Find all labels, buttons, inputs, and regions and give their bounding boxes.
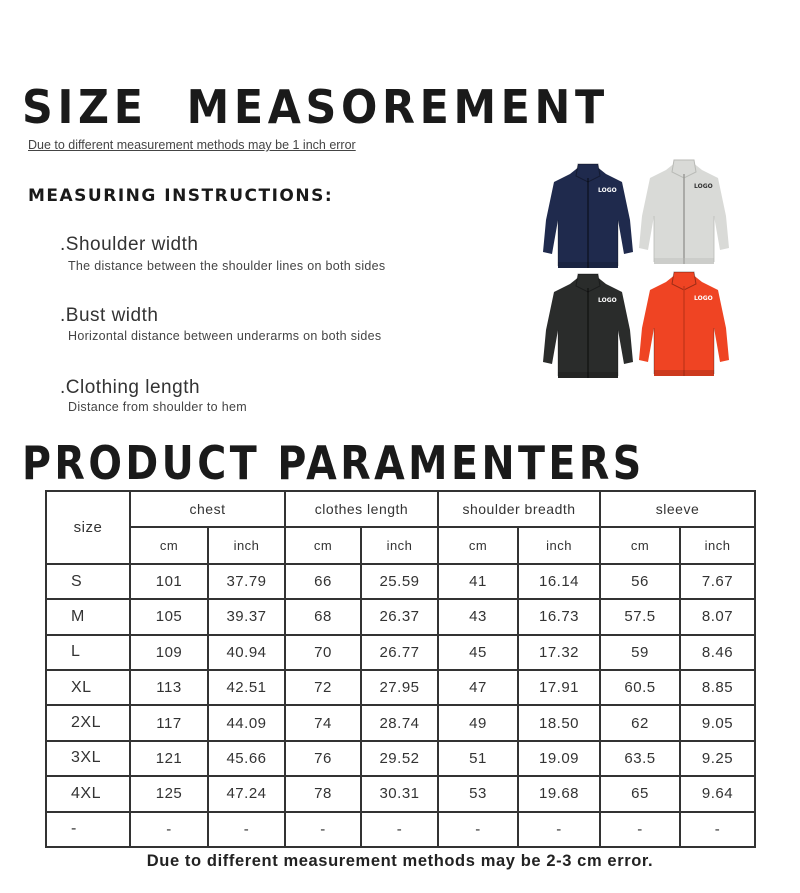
shoulder-breadth-header: shoulder breadth [438,491,600,527]
value-cell: 17.32 [518,635,600,670]
table-row [46,564,755,599]
value-cell: 101 [130,564,208,599]
value-cell: 17.91 [518,670,600,705]
value-cell: 19.09 [518,741,600,776]
value-cell: 41 [438,564,518,599]
bust-width-label: .Bust width [60,305,159,326]
unit-cm: cm [285,527,361,563]
product-parameters-title: PRODUCT PARAMENTERS [22,436,645,490]
value-cell: - [518,812,600,847]
table-row [46,741,755,776]
bust-width-desc: Horizontal distance between underarms on both sides [68,329,382,343]
size-header: size [46,491,130,564]
unit-inch: inch [518,527,600,563]
value-cell: - [361,812,438,847]
unit-inch: inch [208,527,285,563]
value-cell: 7.67 [680,564,755,599]
size-measurement-title: SIZE MEASOREMENT [22,80,609,134]
value-cell: - [130,812,208,847]
value-cell: 39.37 [208,599,285,634]
value-cell: 30.31 [361,776,438,811]
value-cell: 63.5 [600,741,680,776]
value-cell: 29.52 [361,741,438,776]
value-cell: 45 [438,635,518,670]
unit-cm: cm [438,527,518,563]
value-cell: 18.50 [518,705,600,740]
value-cell: - [600,812,680,847]
value-cell: 8.85 [680,670,755,705]
jacket-image-black [540,270,636,382]
size-cell: S [46,564,130,599]
size-cell: M [46,599,130,634]
table-row [46,670,755,705]
sleeve-header: sleeve [600,491,755,527]
value-cell: - [438,812,518,847]
value-cell: 65 [600,776,680,811]
value-cell: 74 [285,705,361,740]
value-cell: 66 [285,564,361,599]
value-cell: 47.24 [208,776,285,811]
value-cell: 117 [130,705,208,740]
value-cell: 70 [285,635,361,670]
value-cell: 16.14 [518,564,600,599]
clothing-length-label: .Clothing length [60,377,201,398]
value-cell: 26.77 [361,635,438,670]
size-table [45,490,756,848]
value-cell: - [285,812,361,847]
value-cell: - [680,812,755,847]
value-cell: 68 [285,599,361,634]
logo-text: LOGO [694,183,713,190]
value-cell: 9.25 [680,741,755,776]
value-cell: 56 [600,564,680,599]
value-cell: 25.59 [361,564,438,599]
size-cell: L [46,635,130,670]
value-cell: 37.79 [208,564,285,599]
value-cell: 42.51 [208,670,285,705]
value-cell: 40.94 [208,635,285,670]
value-cell: 44.09 [208,705,285,740]
value-cell: 105 [130,599,208,634]
shoulder-width-desc: The distance between the shoulder lines on both sides [68,259,386,273]
size-cell: 4XL [46,776,130,811]
unit-cm: cm [600,527,680,563]
table-row [46,599,755,634]
size-cell: 3XL [46,741,130,776]
value-cell: - [208,812,285,847]
value-cell: 121 [130,741,208,776]
size-cell: - [46,812,130,847]
value-cell: 27.95 [361,670,438,705]
value-cell: 53 [438,776,518,811]
table-row [46,776,755,811]
logo-text: LOGO [598,187,617,194]
value-cell: 59 [600,635,680,670]
value-cell: 72 [285,670,361,705]
value-cell: 78 [285,776,361,811]
value-cell: 57.5 [600,599,680,634]
logo-text: LOGO [694,295,713,302]
clothes-length-header: clothes length [285,491,438,527]
value-cell: 16.73 [518,599,600,634]
value-cell: 60.5 [600,670,680,705]
value-cell: 9.64 [680,776,755,811]
size-cell: XL [46,670,130,705]
logo-text: LOGO [598,297,617,304]
value-cell: 19.68 [518,776,600,811]
jacket-image-light-gray [636,156,732,268]
table-row [46,705,755,740]
unit-inch: inch [680,527,755,563]
value-cell: 45.66 [208,741,285,776]
error-note: Due to different measurement methods may be 1 inch error [28,138,356,152]
value-cell: 62 [600,705,680,740]
unit-inch: inch [361,527,438,563]
table-row [46,635,755,670]
value-cell: 8.46 [680,635,755,670]
value-cell: 109 [130,635,208,670]
value-cell: 8.07 [680,599,755,634]
value-cell: 43 [438,599,518,634]
chest-header: chest [130,491,285,527]
unit-cm: cm [130,527,208,563]
size-cell: 2XL [46,705,130,740]
table-row [46,812,755,847]
value-cell: 113 [130,670,208,705]
clothing-length-desc: Distance from shoulder to hem [68,400,247,414]
jacket-image-navy [540,160,636,272]
value-cell: 26.37 [361,599,438,634]
value-cell: 125 [130,776,208,811]
value-cell: 28.74 [361,705,438,740]
value-cell: 47 [438,670,518,705]
value-cell: 49 [438,705,518,740]
value-cell: 51 [438,741,518,776]
value-cell: 9.05 [680,705,755,740]
jacket-image-orange-red [636,268,732,380]
value-cell: 76 [285,741,361,776]
measuring-instructions-title: MEASURING INSTRUCTIONS: [28,186,334,206]
footer-error-note: Due to different measurement methods may be 2-3 cm error. [146,852,654,870]
shoulder-width-label: .Shoulder width [60,234,199,255]
